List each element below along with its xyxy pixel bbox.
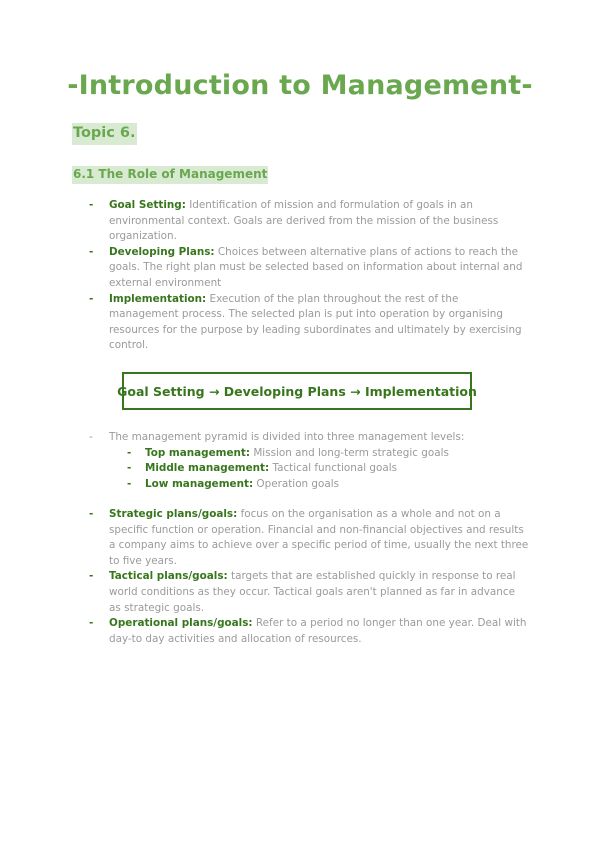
term-strategic-plans: Strategic plans/goals: bbox=[109, 508, 238, 520]
bullet-dash: - bbox=[89, 508, 94, 520]
description: Tactical functional goals bbox=[272, 462, 398, 475]
description: Mission and long-term strategic goals bbox=[253, 446, 449, 459]
page-title: -Introduction to Management- bbox=[67, 70, 533, 101]
description: Execution of the plan throughout the rest of the management process. The selected plan is put into operation by organising resources for the purpose by leading subordinates and ultimately by exercising control. bbox=[109, 292, 522, 352]
term-implementation: Implementation: bbox=[109, 292, 207, 305]
bullet-dash: - bbox=[89, 199, 94, 211]
management-levels-list bbox=[89, 446, 529, 493]
list-item bbox=[89, 245, 529, 292]
list-item bbox=[89, 507, 529, 569]
description: Identification of mission and formulation of goals in an environmental context. Goals are derived from the mission of the business organization. bbox=[109, 199, 499, 243]
description: Operation goals bbox=[256, 477, 340, 490]
description: Refer to a period no longer than one year. Deal with day-to day activities and allocation of resources. bbox=[109, 617, 527, 645]
section-heading: 6.1 The Role of Management bbox=[72, 166, 268, 184]
term-tactical-plans: Tactical plans/goals: bbox=[109, 570, 228, 583]
term-goal-setting: Goal Setting: bbox=[109, 199, 186, 211]
topic-heading: Topic 6. bbox=[72, 123, 137, 145]
pyramid-intro bbox=[89, 430, 529, 446]
list-item bbox=[89, 292, 529, 354]
description: Choices between alternative plans of actions to reach the goals. The right plan must be selected based on information about internal and external environment bbox=[109, 245, 523, 289]
list-item bbox=[127, 446, 529, 462]
bullet-dash: - bbox=[89, 570, 94, 583]
pyramid-intro-text: The management pyramid is divided into three management levels: bbox=[109, 431, 465, 443]
plans-goals-list bbox=[89, 507, 529, 647]
term-middle-management: Middle management: bbox=[145, 462, 270, 475]
list-item bbox=[127, 461, 529, 477]
bullet-dash: - bbox=[89, 245, 94, 258]
bullet-dash: - bbox=[89, 292, 94, 305]
description: targets that are established quickly in response to real world conditions as they occur. Tactical goals aren't planned as far in advance as strategic goals. bbox=[109, 570, 516, 614]
description: focus on the organisation as a whole and not on a specific function or operation. Financial and non-financial objectives and results a company aims to achieve over a specific period of time, usually the next three to five years. bbox=[109, 508, 529, 567]
role-of-management-list bbox=[89, 198, 529, 354]
list-item bbox=[89, 616, 529, 647]
list-item bbox=[89, 569, 529, 616]
list-item bbox=[127, 477, 529, 493]
bullet-dash: - bbox=[127, 462, 132, 475]
term-developing-plans: Developing Plans: bbox=[109, 245, 215, 258]
term-top-management: Top management: bbox=[145, 446, 251, 459]
term-operational-plans: Operational plans/goals: bbox=[109, 617, 253, 630]
bullet-dash: - bbox=[127, 477, 132, 490]
bullet-dash: - bbox=[89, 617, 94, 630]
bullet-dash: - bbox=[127, 446, 132, 459]
management-process-flow-box: Goal Setting → Developing Plans → Implementation bbox=[122, 372, 472, 410]
list-item bbox=[89, 198, 529, 245]
term-low-management: Low management: bbox=[145, 477, 254, 490]
management-pyramid-block bbox=[89, 430, 529, 492]
bullet-dash: - bbox=[89, 431, 93, 443]
